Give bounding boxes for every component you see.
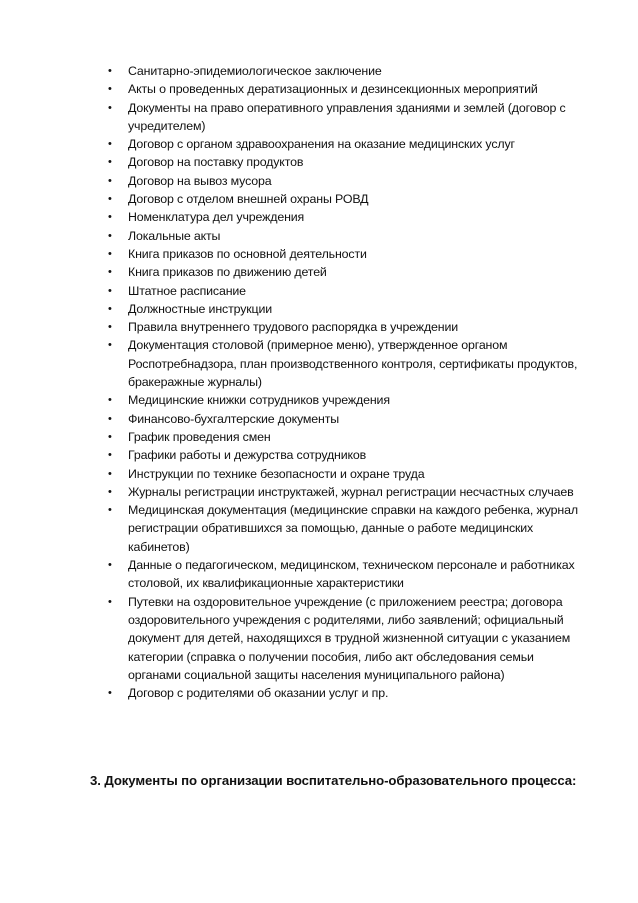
list-item bbox=[106, 593, 586, 684]
bullet-icon: • bbox=[108, 302, 112, 315]
list-item-text: Договор с родителями об оказании услуг и пр. bbox=[128, 686, 389, 701]
list-item-text: Акты о проведенных дератизационных и дезинсекционных мероприятий bbox=[128, 82, 538, 97]
bullet-icon: • bbox=[108, 412, 112, 425]
list-item bbox=[106, 190, 586, 208]
documents-bullet-list bbox=[106, 62, 586, 702]
list-item-text: Договор с органом здравоохранения на оказание медицинских услуг bbox=[128, 137, 515, 152]
list-item-text: Договор на вывоз мусора bbox=[128, 173, 272, 188]
bullet-icon: • bbox=[108, 229, 112, 242]
section-3-heading: 3. Документы по организации воспитательно-образовательного процесса: bbox=[90, 773, 577, 788]
list-item bbox=[106, 172, 586, 190]
list-item bbox=[106, 227, 586, 245]
list-item bbox=[106, 410, 586, 428]
list-item bbox=[106, 391, 586, 409]
bullet-icon: • bbox=[108, 394, 112, 407]
list-item bbox=[106, 428, 586, 446]
list-item bbox=[106, 208, 586, 226]
list-item-text: Санитарно-эпидемиологическое заключение bbox=[128, 64, 382, 78]
list-item bbox=[106, 465, 586, 483]
bullet-icon: • bbox=[108, 485, 112, 498]
bullet-icon: • bbox=[108, 101, 112, 114]
list-item-text: Правила внутреннего трудового распорядка в учреждении bbox=[128, 320, 458, 335]
bullet-icon: • bbox=[108, 430, 112, 443]
list-item-text: Финансово-бухгалтерские документы bbox=[128, 411, 339, 426]
list-item-text: Номенклатура дел учреждения bbox=[128, 210, 305, 225]
list-item-text: Договор с отделом внешней охраны РОВД bbox=[128, 192, 369, 207]
list-item-text: Путевки на оздоровительное учреждение (с приложением реестра; договора оздоровительного учреждения с родителями, либо заявлений; официальный документ для детей, находящихся в трудной жизненной ситуации с указанием категории (справка о получении пособия, либо акт обследования семьи органами социальной защиты населения муниципального района) bbox=[128, 594, 571, 682]
list-item-text: Локальные акты bbox=[128, 228, 221, 243]
bullet-icon: • bbox=[108, 266, 112, 279]
bullet-icon: • bbox=[108, 449, 112, 462]
bullet-icon: • bbox=[108, 559, 112, 572]
list-item-text: Документация столовой (примерное меню), утвержденное органом Роспотребнадзора, план производственного контроля, сертификаты продуктов, бракеражные журналы) bbox=[128, 338, 578, 390]
list-item-text: Медицинская документация (медицинские справки на каждого ребенка, журнал регистрации обратившихся за помощью, данные о работе медицинских кабинетов) bbox=[128, 503, 578, 554]
list-item bbox=[106, 501, 586, 556]
bullet-icon: • bbox=[108, 174, 112, 187]
list-item bbox=[106, 99, 586, 136]
bullet-icon: • bbox=[108, 467, 112, 480]
bullet-icon: • bbox=[108, 65, 112, 77]
list-item bbox=[106, 135, 586, 153]
list-item-text: Договор на поставку продуктов bbox=[128, 155, 304, 170]
bullet-icon: • bbox=[108, 83, 112, 96]
bullet-icon: • bbox=[108, 138, 112, 151]
bullet-icon: • bbox=[108, 595, 112, 608]
bullet-icon: • bbox=[108, 247, 112, 260]
list-item bbox=[106, 300, 586, 318]
list-item-text: Графики работы и дежурства сотрудников bbox=[128, 448, 367, 463]
list-item-text: Книга приказов по основной деятельности bbox=[128, 246, 367, 261]
bullet-icon: • bbox=[108, 193, 112, 206]
list-item bbox=[106, 446, 586, 464]
list-item bbox=[106, 318, 586, 336]
list-item bbox=[106, 483, 586, 501]
list-item-text: Журналы регистрации инструктажей, журнал регистрации несчастных случаев bbox=[128, 484, 574, 499]
bullet-icon: • bbox=[108, 321, 112, 334]
list-item bbox=[106, 80, 586, 98]
list-item bbox=[106, 684, 586, 702]
list-item-text: Документы на право оперативного управления зданиями и землей (договор с учредителем) bbox=[128, 100, 566, 133]
list-item-text: Медицинские книжки сотрудников учреждения bbox=[128, 393, 390, 408]
list-item-text: Должностные инструкции bbox=[128, 301, 272, 316]
list-item bbox=[106, 153, 586, 171]
bullet-icon: • bbox=[108, 211, 112, 224]
list-item-text: График проведения смен bbox=[128, 429, 271, 444]
bullet-icon: • bbox=[108, 156, 112, 169]
list-item-text: Штатное расписание bbox=[128, 283, 246, 298]
bullet-icon: • bbox=[108, 339, 112, 352]
list-item bbox=[106, 263, 586, 281]
bullet-icon: • bbox=[108, 284, 112, 297]
list-item bbox=[106, 62, 586, 80]
bullet-icon: • bbox=[108, 504, 112, 517]
list-item bbox=[106, 282, 586, 300]
list-item bbox=[106, 556, 586, 593]
bullet-icon: • bbox=[108, 687, 112, 700]
list-item-text: Книга приказов по движению детей bbox=[128, 265, 327, 280]
list-item-text: Инструкции по технике безопасности и охране труда bbox=[128, 466, 425, 481]
list-item bbox=[106, 245, 586, 263]
list-item-text: Данные о педагогическом, медицинском, техническом персонале и работниках столовой, их квалификационные характеристики bbox=[128, 558, 575, 591]
list-item bbox=[106, 336, 586, 391]
